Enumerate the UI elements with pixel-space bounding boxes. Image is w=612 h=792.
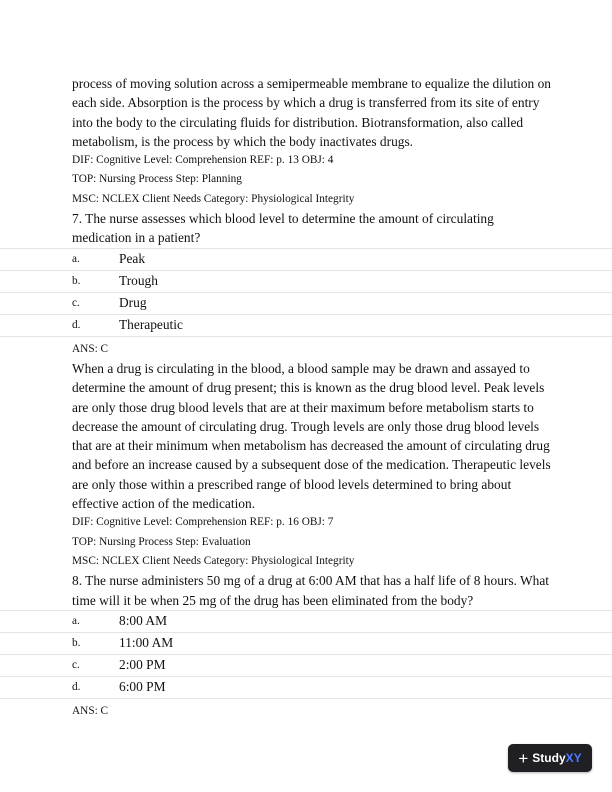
q7-answer: ANS: C — [72, 342, 109, 355]
option-text: Drug — [119, 295, 147, 311]
q7-option-b — [0, 270, 612, 292]
option-text: 2:00 PM — [119, 657, 166, 673]
q8-options — [0, 610, 612, 699]
option-text: 8:00 AM — [119, 613, 167, 629]
q8-option-b — [0, 632, 612, 654]
option-text: Peak — [119, 251, 146, 267]
q7-option-d — [0, 314, 612, 337]
option-text: Trough — [119, 273, 158, 289]
brand-main: Study — [532, 751, 566, 765]
q8-option-a — [0, 610, 612, 632]
q7-rationale: When a drug is circulating in the blood, a blood sample may be drawn and assayed to determine the amount of drug present; this is known as the drug blood level. Peak levels are only those drug blood levels that are at their maximum before metabolism starts to decrease the amount of circulating drug. Trough levels are only those drug blood levels that are at their minimum when metabolism has decreased the amount of circulating drug and before an increase caused by a subsequent dose of the medication. Therapeutic levels are only those within a prescribed range of blood levels determined to bring about effective action of the medication. — [72, 360, 551, 512]
option-letter: b. — [72, 275, 81, 288]
q8-option-d — [0, 676, 612, 699]
q7-option-a — [0, 248, 612, 270]
studyxy-badge[interactable] — [508, 744, 592, 772]
option-text: Therapeutic — [119, 317, 183, 333]
q8-option-c — [0, 654, 612, 676]
option-letter: a. — [72, 615, 80, 628]
option-letter: d. — [72, 319, 81, 332]
q7-dif: DIF: Cognitive Level: Comprehension REF: p. 16 OBJ: 7 — [72, 516, 334, 529]
option-letter: c. — [72, 297, 80, 310]
q7-msc: MSC: NCLEX Client Needs Category: Physiological Integrity — [72, 554, 355, 567]
intro-paragraph: process of moving solution across a semipermeable membrane to equalize the dilution on each side. Absorption is the process by which a drug is transferred from its site of entry into the body to the circulating fluids for distribution. Biotransformation, also called metabolism, is the process by which the body inactivates drugs. — [72, 76, 551, 149]
q7-question: 7. The nurse assesses which blood level to determine the amount of circulating medication in a patient? — [72, 211, 494, 246]
q7-options — [0, 248, 612, 337]
option-letter: a. — [72, 253, 80, 266]
q8-question: 8. The nurse administers 50 mg of a drug at 6:00 AM that has a half life of 8 hours. What time will it be when 25 mg of the drug has been eliminated from the body? — [72, 573, 550, 608]
q6-msc: MSC: NCLEX Client Needs Category: Physiological Integrity — [72, 192, 355, 205]
q6-top: TOP: Nursing Process Step: Planning — [72, 173, 242, 186]
brand-accent: XY — [565, 751, 582, 765]
q7-top: TOP: Nursing Process Step: Evaluation — [72, 535, 251, 548]
q7-option-c — [0, 292, 612, 314]
option-text: 11:00 AM — [119, 635, 174, 651]
option-letter: b. — [72, 637, 81, 650]
q6-dif: DIF: Cognitive Level: Comprehension REF: p. 13 OBJ: 4 — [72, 154, 334, 167]
q8-answer: ANS: C — [72, 704, 109, 717]
plus-icon: + — [518, 748, 529, 768]
option-text: 6:00 PM — [119, 679, 166, 695]
document-page — [72, 74, 552, 721]
option-letter: c. — [72, 659, 80, 672]
option-letter: d. — [72, 681, 81, 694]
